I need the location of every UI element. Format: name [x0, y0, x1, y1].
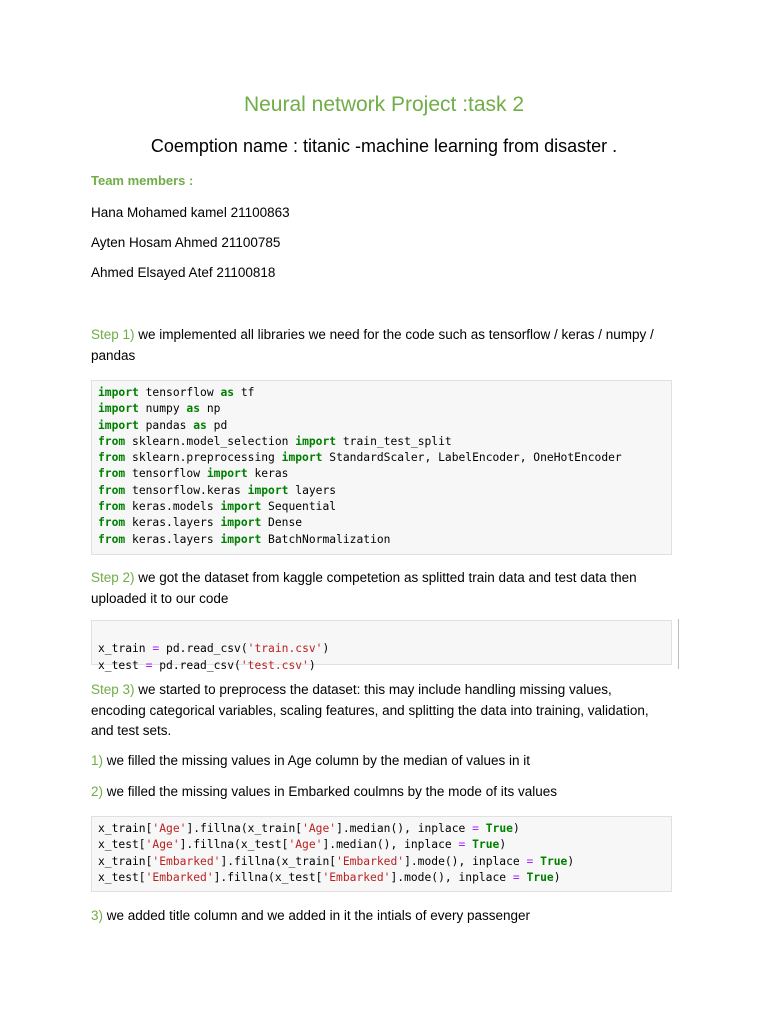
step2-text: we got the dataset from kaggle competetion as splitted train data and test data then: [134, 570, 637, 585]
code-scrollbar[interactable]: [678, 619, 679, 669]
substep2-text: we filled the missing values in Embarked coulmns by the mode of its values: [103, 784, 557, 799]
code-line: from keras.models import Sequential: [98, 500, 337, 514]
team-member: Ayten Hosam Ahmed 21100785: [91, 235, 281, 250]
substep1-paragraph: [91, 751, 681, 772]
code-line: from keras.layers import BatchNormalization: [98, 532, 391, 546]
substep2-label: 2): [91, 784, 104, 799]
step1-paragraph: [91, 325, 681, 366]
code-line: x_test['Age'].fillna(x_test['Age'].median(), inplace = True): [98, 838, 507, 852]
step3-paragraph: [91, 680, 681, 742]
code-block-fillna: [91, 816, 672, 892]
step3-text-cont: encoding categorical variables, scaling features, and splitting the data into training, validation,: [91, 702, 649, 718]
substep1-text: we filled the missing values in Age column by the median of values in it: [103, 753, 530, 768]
code-line: x_test = pd.read_csv('test.csv'): [98, 658, 316, 672]
substep1-label: 1): [91, 753, 104, 768]
code-block-read-csv: [91, 620, 672, 672]
document-title: Neural network Project :task 2: [243, 93, 525, 116]
code-block-imports: [91, 380, 672, 555]
code-line: import numpy as np: [98, 402, 221, 416]
team-member: Hana Mohamed kamel 21100863: [91, 205, 290, 220]
code-line: from keras.layers import Dense: [98, 516, 303, 530]
code-line: import tensorflow as tf: [98, 386, 255, 399]
code-line: x_train['Embarked'].fillna(x_train['Embarked'].mode(), inplace = True): [98, 854, 575, 868]
step3-text-cont2: and test sets.: [91, 723, 172, 738]
step1-label: Step 1): [91, 327, 135, 342]
step2-text-cont: uploaded it to our code: [91, 590, 229, 606]
step1-text-cont: pandas: [91, 347, 136, 363]
step1-text: we implemented all libraries we need for the code such as tensorflow / keras / numpy /: [134, 327, 654, 342]
step2-paragraph: [91, 568, 681, 609]
code-line: from tensorflow.keras import layers: [98, 483, 337, 497]
code-line: from tensorflow import keras: [98, 467, 289, 481]
code-line: x_train = pd.read_csv('train.csv'): [98, 642, 330, 656]
substep3-text: we added title column and we added in it the intials of every passenger: [103, 908, 531, 923]
team-member: Ahmed Elsayed Atef 21100818: [91, 265, 276, 280]
code-line: from sklearn.model_selection import train_test_split: [98, 434, 452, 448]
substep2-paragraph: [91, 782, 681, 803]
document-subtitle: Coemption name : titanic -machine learning from disaster .: [150, 136, 618, 156]
substep3-label: 3): [91, 908, 104, 923]
code-line: import pandas as pd: [98, 418, 228, 432]
code-line: from sklearn.preprocessing import StandardScaler, LabelEncoder, OneHotEncoder: [98, 451, 622, 465]
code-line: x_test['Embarked'].fillna(x_test['Embarked'].mode(), inplace = True): [98, 870, 561, 884]
substep3-paragraph: [91, 906, 681, 927]
step3-text: we started to preprocess the dataset: this may include handling missing values,: [134, 682, 612, 697]
step3-label: Step 3): [91, 682, 135, 697]
step2-label: Step 2): [91, 570, 135, 585]
team-heading: Team members :: [91, 173, 194, 188]
code-line: x_train['Age'].fillna(x_train['Age'].median(), inplace = True): [98, 822, 520, 835]
